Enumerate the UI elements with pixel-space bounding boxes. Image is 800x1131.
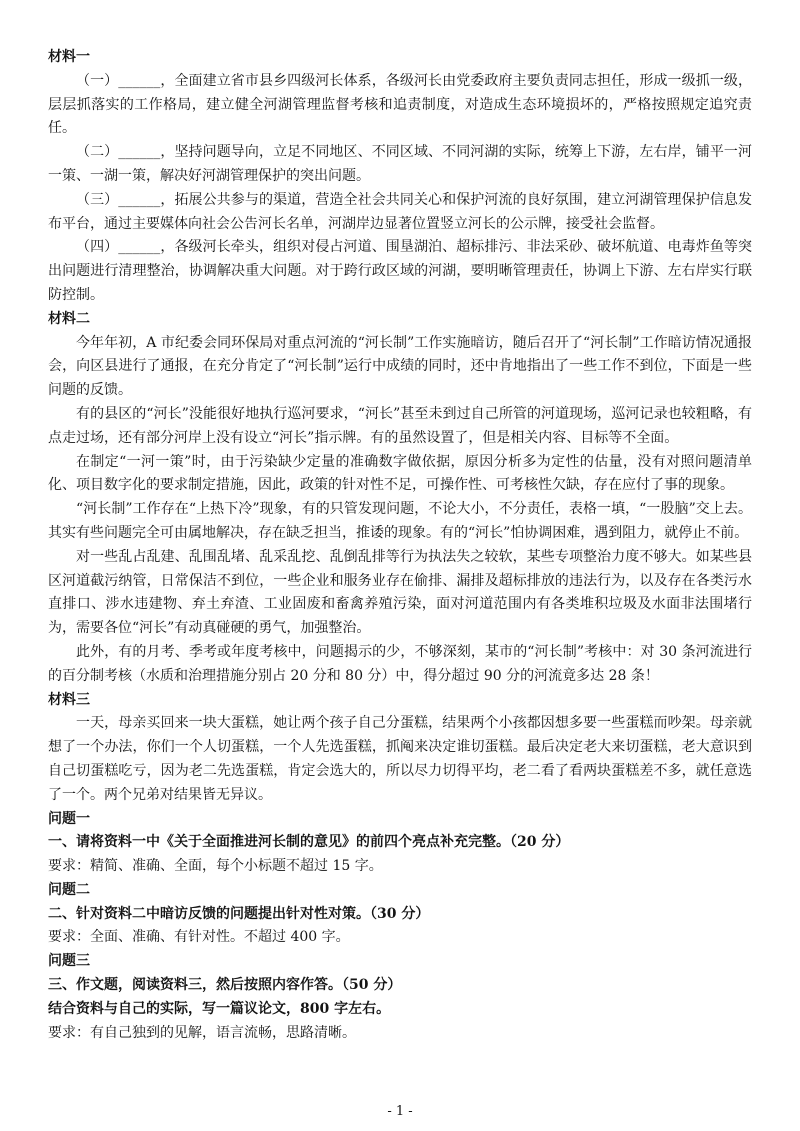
- question-1-requirement: 要求：精简、准确、全面，每个小标题不超过 15 字。: [48, 858, 383, 875]
- question-1: [48, 808, 752, 879]
- material-1: [48, 46, 752, 308]
- material-1-heading: 材料一: [48, 49, 90, 65]
- question-2-prompt: 二、针对资料二中暗访反馈的问题提出针对性对策。（30 分）: [48, 905, 430, 922]
- question-2-requirement: 要求：全面、准确、有针对性。不超过 400 字。: [48, 929, 350, 946]
- material-3: [48, 689, 752, 808]
- material-2-paragraph-2: 有的县区的“河长”没能很好地执行巡河要求，“河长”甚至未到过自己所管的河道现场，巡河记录也较粗略，有点走过场，还有部分河岸上没有设立“河长”指示牌。有的虽然设置了，但是相关内容、目标等不全面。: [48, 405, 752, 446]
- material-2-paragraph-3: 在制定“一河一策”时，由于污染缺少定量的准确数字做依据，原因分析多为定性的估量，没有对照问题清单化、项目数字化的要求制定措施，因此，政策的针对性不足，可操作性、可考核性欠缺，存在应付了事的现象。: [48, 453, 752, 494]
- question-2: [48, 879, 752, 950]
- material-2-paragraph-5: 对一些乱占乱建、乱围乱堵、乱采乱挖、乱倒乱排等行为执法失之较软，某些专项整治力度不够大。如某些县区河道截污纳管，日常保洁不到位，一些企业和服务业存在偷排、漏排及超标排放的违法行为，以及存在各类污水直排口、涉水违建物、弃土弃渣、工业固废和畜禽养殖污染，面对河道范围内有各类堆积垃圾及水面非法围堵行为，需要各位“河长”有动真碰硬的勇气，加强整治。: [48, 548, 752, 637]
- question-2-heading: 问题二: [48, 881, 90, 898]
- page-number: - 1 -: [387, 1104, 413, 1119]
- question-1-heading: 问题一: [48, 810, 90, 827]
- material-1-item-3: （三）______，拓展公共参与的渠道，营造全社会共同关心和保护河流的良好氛围，建立河湖管理保护信息发布平台，通过主要媒体向社会公告河长名单，河湖岸边显著位置竖立河长的公示牌，接受社会监督。: [48, 191, 752, 232]
- question-1-prompt: 一、请将资料一中《关于全面推进河长制的意见》的前四个亮点补充完整。（20 分）: [48, 834, 570, 851]
- document-body: [48, 46, 752, 1045]
- question-3-heading: 问题三: [48, 953, 90, 970]
- material-1-item-2: （二）______，坚持问题导向，立足不同地区、不同区域、不同河湖的实际，统筹上下游，左右岸，铺平一河一策、一湖一策，解决好河湖管理保护的突出问题。: [48, 144, 752, 184]
- material-3-paragraph-1: 一天，母亲买回来一块大蛋糕，她让两个孩子自己分蛋糕，结果两个小孩都因想多要一些蛋糕而吵架。母亲就想了一个办法，你们一个人切蛋糕，一个人先选蛋糕，抓阄来决定谁切蛋糕。最后决定老大来切蛋糕，老大意识到自己切蛋糕吃亏，因为老二先选蛋糕，肯定会选大的，所以尽力切得平均，老二看了看两块蛋糕差不多，就任意选了一个。两个兄弟对结果皆无异议。: [48, 715, 752, 803]
- question-3-requirement: 要求：有自己独到的见解，语言流畅，思路清晰。: [48, 1024, 356, 1041]
- material-3-heading: 材料三: [48, 691, 90, 708]
- question-3-prompt: 三、作文题，阅读资料三，然后按照内容作答。（50 分）: [48, 977, 402, 994]
- material-2-paragraph-1: 今年年初，A 市纪委会同环保局对重点河流的“河长制”工作实施暗访，随后召开了“河长制”工作暗访情况通报会，向区县进行了通报，在充分肯定了“河长制”运行中成绩的同时，还中肯地指出了一些工作不到位，下面是一些问题的反馈。: [48, 334, 752, 399]
- question-3-task: 结合资料与自己的实际，写一篇议论文，800 字左右。: [48, 1000, 391, 1017]
- material-1-item-4: （四）______，各级河长牵头，组织对侵占河道、围垦湖泊、超标排污、非法采砂、破坏航道、电毒炸鱼等突出问题进行清理整治，协调解决重大问题。对于跨行政区域的河湖，要明晰管理责任，协调上下游、左右岸实行联防控制。: [48, 239, 752, 303]
- question-3: [48, 950, 752, 1045]
- material-2: [48, 308, 752, 689]
- material-2-paragraph-4: “河长制”工作存在“上热下冷”现象，有的只管发现问题，不论大小，不分责任，表格一填，“一股脑”交上去。其实有些问题完全可由属地解决，存在缺乏担当，推诿的现象。有的“河长”怕协调困难，遇到阻力，就停止不前。: [48, 501, 752, 541]
- material-2-heading: 材料二: [48, 310, 90, 327]
- material-1-item-1: （一）______，全面建立省市县乡四级河长体系，各级河长由党委政府主要负责同志担任，形成一级抓一级，层层抓落实的工作格局，建立健全河湖管理监督考核和追责制度，对造成生态环境损坏的，严格按照规定追究责任。: [48, 72, 752, 137]
- material-2-paragraph-6: 此外，有的月考、季考或年度考核中，问题揭示的少，不够深刻，某市的“河长制”考核中：对 30 条河流进行的百分制考核（水质和治理措施分别占 20 分和 80 分）中，得分超过 90 分的河流竟多达 28 条！: [48, 643, 752, 684]
